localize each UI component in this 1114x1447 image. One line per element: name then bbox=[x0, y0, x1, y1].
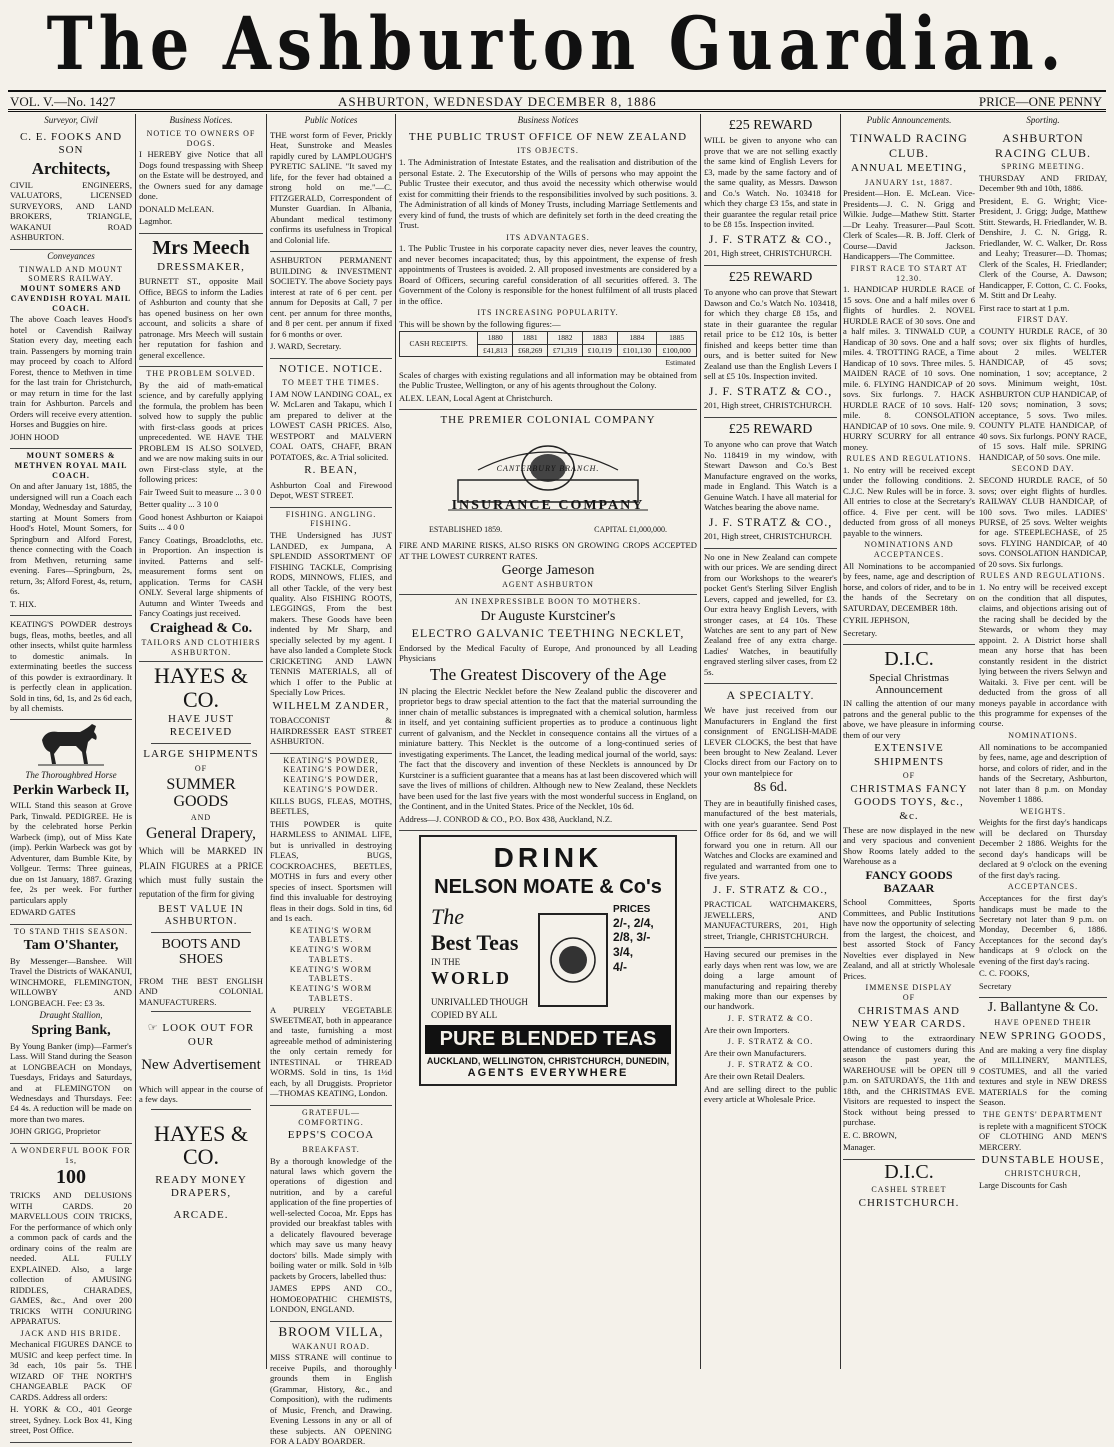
column-4-5 bbox=[399, 114, 697, 1369]
column-6 bbox=[704, 114, 837, 1369]
column-8 bbox=[979, 114, 1107, 1369]
problem-solved-ad: THE PROBLEM SOLVED. By the aid of math-ematical science, and by carefully applying the formula, the problem has been solved how to supply the public with first-class goods at prices unprecedented. WE HAVE THE PROBLEM IS ALSO SOLVED, and we are now making suits in our own First-class style, at the following prices: Fair Tweed Suit to measure ... 3 0 0 Better quality ... 3 10 0 Good honest Ashburton or Kaiapoi Suits ... 4 0 0 Fancy Coatings, Broadcloths, etc. in Proportion. An inspection is invited. Patterns and self-measurement forms sent on application. Terms for CASH ONLY. Several large shipments of Autumn and Winter Tweeds and Fancy Coatings just received. Craighead & Co. TAILORS AND CLOTHIERS ASHBURTON. bbox=[139, 367, 263, 662]
column-3 bbox=[270, 114, 392, 1447]
column-1: Surveyor, Civil C. E. FOOKS AND SON Architects, CIVIL ENGINEERS, VALUATORS, LICENSED SURVEYORS, AND LAND BROKERS, TRIANGLE, WAKANUI ROAD ASHBURTON. Conveyances TINWALD AND MOUNT SOMERS RAILWAY. MOUNT SOMERS AND CAVENDISH ROYAL MAIL COACH. The above Coach leaves Hood's hotel or Cavendish Railway Station every day, meeting each train. Passengers by morning train may proceed by coach to Alford Forest, thence to Methven in time for the last train for Christchurch, or may return in time for the last train for Ashburton. Parcels and Orders will receive every attention. Horses and Buggies on hire. JOHN HOOD MOUNT SOMERS & METHVEN ROYAL MAIL COACH. On and after January 1st, 1885, the undersigned will run a Coach each Monday, Wednesday and Saturday, starting at Mount Somers from Hood's Hotel, Mount Somers, for Springburn and Alford Forest, thence connecting with the Coach from Methven, returning same evening. Fares—Springburn, 2s, return, 3s; Alford Forest, 4s, return, 6s. T. HIX. KEATING'S POWDER destroys bugs, fleas, moths, beetles, and all other insects, whilst quite harmless to domestic animals. In exterminating beetles the success of this powder is extraordinary. It is perfectly clean in application. Sold in tins, 6d, 1s, and 2s 6d each, by all chemists. The Thoroughbred Horse Perkin Warbeck II, WILL Stand this season at Grove Park, Tinwald. PEDIGREE. He is by the celebrated horse Perkin Warbeck (imp), out of Miss Kate (imp). Perkin Warbeck was got by Adventurer, dam Bumble Kite, by Vollgeur. Terms: Three guineas, due on 1st January, 1887. Grazing fee, 2s per week. For further particulars apply EDWARD GATES TO STAND THIS SEASON. Tam O'Shanter, By Messenger—Banshee. Will Travel the Districts of WAKANUI, WINCHMORE, FLEMINGTON, WILLOWBY AND LONGBEACH. Fee: £3 3s. Draught Stallion, Spring Bank, By Young Banker (imp)—Farmer's Lass. Will Stand during the Season at LONGBEACH on Mondays, Tuesdays, Fridays and Saturdays, and at FLEMINGTON on Wednesdays and Thursdays. Fee: £4 4s. A reduction will be made on more than two mares. JOHN GRIGG, Proprietor A WONDERFUL BOOK FOR 1s, 100 TRICKS AND DELUSIONS WITH CARDS. 20 MARVELLOUS COIN TRICKS, For the performance of which only a common pack of cards and the ordinary coins of the realm are needed. ALL FULLY EXPLAINED. Also, a large collection of AMUSING RIDDLES, CHARADES, GAMES, &c., And over 200 TRICKS WITH CONJURING APPARATUS. JACK AND HIS BRIDE. Mechanical FIGURES DANCE to MUSIC and keep perfect time. In 3d each, 10s pair 5s. THE WIZARD OF THE NORTH'S CHANGEABLE PACK OF CARDS. Address all orders: H. YORK & CO., 401 George street, Sydney. Lock Box 41, King street, Post Office. bbox=[10, 114, 132, 1369]
section-heading: Surveyor, Civil bbox=[44, 115, 98, 125]
column-rule bbox=[266, 114, 267, 1369]
building-society-ad: ASHBURTON PERMANENT BUILDING & INVESTMENT SOCIETY. The above Society pays interest at rate of 6 per cent. per annum for Deposits at Call, 7 per cent. per annum for three months, and 8 per cent. per annum if fixed for 6 months or over. J. WARD, Secretary. bbox=[270, 252, 392, 358]
tea-chest-icon bbox=[533, 904, 613, 1016]
dic-address: D.I.C. CASHEL STREET CHRISTCHURCH. bbox=[858, 1160, 960, 1209]
stallion-ad: The Thoroughbred Horse Perkin Warbeck II, WILL Stand this season at Grove Park, Tinwald. PEDIGREE. He is by the celebrated horse Perkin Warbeck (imp), out of Miss Kate (imp). Perkin Warbeck was got by Adventurer, dam Bumble Kite, by Vollgeur. Terms: Three guineas, due on 1st January, 1887. Grazing fee, 2s per week. For further particulars apply EDWARD GATES bbox=[10, 720, 132, 924]
column-7 bbox=[843, 114, 975, 1369]
fooks-ad: C. E. FOOKS AND SON Architects, CIVIL ENGINEERS, VALUATORS, LICENSED SURVEYORS, AND LAND BROKERS, TRIANGLE, WAKANUI ROAD ASHBURTON. bbox=[10, 127, 132, 250]
tinwald-racing-ad: TINWALD RACING CLUB. ANNUAL MEETING, JANUARY 1st, 1887. President—Hon. E. McLean. Vice-Presidents—J. C. N. Grigg and Wilkie. Judge—Mathew Stitt. Starter—Dr Leahy. Treasurer—Paul Scott. Clerk of Scales—R. B. Joff. Clerk of Course—David Jackson. Handicappers—The Committee. FIRST RACE TO START AT 12.30. 1. HANDICAP HURDLE RACE of 15 sovs. One and a half miles over 6 flights of hurdles. 2. NOVEL HURDLE RACE of 30 sovs. One and a half miles. 3. TINWALD CUP, a Handicap of 30 sovs. One and a half miles. 4. TROTTING RACE, a Time Handicap of 10 sovs. Three miles. 5. MAIDEN RACE of 10 sovs. One mile. 6. FLYING HANDICAP of 20 sovs. Six furlongs. 7. HACK HURDLE RACE of 10 sovs. Half-mile. 8. CONSOLATION HANDICAP of 10 sovs. One mile. 9. HURRY SCURRY for all entrance money. RULES AND REGULATIONS. 1. No entry will be received except under the following conditions. 2. C.J.C. New Rules will be in force. 3. All entries to close at the Secretary's office. 4. Five per cent. will be deducted from gross of all moneys payable to the winners. NOMINATIONS AND ACCEPTANCES. All Nominations to be accompanied by fees, name, age and description of horse, and colors of rider, and to be in the hands of the Secretary on SATURDAY, DECEMBER 18th. CYRIL JEPHSON, Secretary. bbox=[843, 127, 975, 645]
column-rule bbox=[700, 114, 701, 1369]
watch-prices-ad: No one in New Zealand can compete with our prices. We are sending direct from our Workshops to the wearer's pocket Gent's Sterling Silver English Levers, capped and jewelled, for £3. Our extra heavy English Levers, with stronger cases, at £4 10s. These Watches are sent to any part of New Zealand free of any extra charge. Ladies' Watches, in beautifully engraved sterling silver cases, from £2 5s. bbox=[704, 549, 837, 685]
dog-owners-notice: NOTICE TO OWNERS OF DOGS. I HEREBY give Notice that all Dogs found trespassing with Sheep on the Estate will be destroyed, and the Owners sued for any damage done. DONALD McLEAN. Lagmhor. bbox=[139, 127, 263, 234]
coal-notice: NOTICE. NOTICE. TO MEET THE TIMES. I AM NOW LANDING COAL, ex W. McLaren and Takapu, which I am prepared to deliver at the LOWEST CASH PRICES. Also, WESTPORT and MALVERN COAL OATS, CHAFF, BRAN POTATOES, &c. A Trial solicited. R. BEAN, Ashburton Coal and Firewood Depot, WEST STREET. bbox=[270, 359, 392, 508]
section-heading: Public Announcements. bbox=[866, 115, 952, 125]
price: PRICE—ONE PENNY bbox=[978, 94, 1102, 109]
coach-ad: TINWALD AND MOUNT SOMERS RAILWAY. MOUNT SOMERS AND CAVENDISH ROYAL MAIL COACH. The above Coach leaves Hood's hotel or Cavendish Railway Station every day, meeting each train. Passengers by morning train may proceed by coach to Alford Forest, thence to Methven in time for the last train for Christchurch, or may return in time for the last train for Ashburton. Parcels and Orders will receive every attention. Horses and Buggies on hire. JOHN HOOD bbox=[10, 263, 132, 450]
dateline-bar bbox=[8, 90, 1106, 112]
section-heading: Public Notices bbox=[304, 115, 358, 125]
fever-ad: THE worst form of Fever, Prickly Heat, Sunstroke and Measles rapidly cured by LAMPLOUGH'S PYRETIC SALINE. "It saved my life, for the fever had obtained a strong hold on me."—C. FITZGERALD, Correspondent of Munster Guardian. In Albania, Abundant medical testimony confirms its usefulness in Tropical and Colonial life. bbox=[270, 127, 392, 252]
horse-engraving bbox=[10, 722, 132, 768]
volume-number: VOL. V.—No. 1427 bbox=[10, 94, 116, 109]
reward-ad-1: £25 REWARD WILL be given to anyone who can prove that we are not selling exactly the same kind of English Levers for £3, made by the same factory and of the same quality, as Messrs. Dawson and Co.'s Watch. No. 103418 for which they charge £3 15s, and state in their guarantee the regular retail price to be £8 15s. Inspection invited. J. F. STRATZ & CO., 201, High street, CHRISTCHURCH. bbox=[704, 114, 837, 266]
section-heading: Sporting. bbox=[1026, 115, 1060, 125]
receipts-table: CASH RECEIPTS. 1880 1881 1882 1883 1884 1885 £41,813 £68,269 £71,319 £10,119 £101,130 £100,000 Estimated bbox=[399, 331, 697, 367]
reward-ad-3: £25 REWARD To anyone who can prove that Watch No. 118419 in my window, with Stewart Dawson and Co.'s Best Manufacture engraved on the works, made in England. This Watch is a Genuine Watch. I have all material for Watches bearing the above name. J. F. STRATZ & CO., 201, High street, CHRISTCHURCH. bbox=[704, 418, 837, 549]
ballantyne-ad: J. Ballantyne & Co. HAVE OPENED THEIR NEW SPRING GOODS, And are making a very fine display of MILLINERY, MANTLES, COSTUMES, and all the varied textures and style in NEW DRESS MATERIALS for the coming Season. THE GENTS' DEPARTMENT is replete with a magnificent STOCK OF CLOTHING AND MEN'S MERCERY. DUNSTABLE HOUSE, CHRISTCHURCH, Large Discounts for Cash bbox=[979, 1000, 1108, 1191]
column-rule bbox=[135, 114, 136, 1369]
epps-cocoa-ad: GRATEFUL—COMFORTING. EPPS'S COCOA BREAKFAST. By a thorough knowledge of the natural laws which govern the operations of digestion and nutrition, and by a careful application of the fine properties of well-selected Cocoa, Mr. Epps has provided our breakfast tables with a delicately flavoured beverage which may save us many heavy doctors' bills. Made simply with boiling water or milk. Sold in ½lb packets by Grocers, labelled thus: JAMES EPPS AND CO., HOMOEOPATHIC CHEMISTS, LONDON, ENGLAND. bbox=[270, 1106, 392, 1322]
keating-powder-ad: KEATING'S POWDER, KEATING'S POWDER, KEATING'S POWDER, KEATING'S POWDER. KILLS BUGS, FLEAS, MOTHS, BEETLES, THIS POWDER is quite HARMLESS to ANIMAL LIFE, but is unrivalled in destroying FLEAS, BUGS, COCKROACHES, BEETLES, MOTHS in furs and every other species of insect. Sportsmen will find this invaluable for destroying fleas in their dogs. Sold in tins, 6d and 1s each. KEATING'S WORM TABLETS. KEATING'S WORM TABLETS. KEATING'S WORM TABLETS. KEATING'S WORM TABLETS. A PURELY VEGETABLE SWEETMEAT, both in appearance and taste, furnishing a most agreeable method of administering the only certain remedy for INTESTINAL or THREAD WORMS. Sold in tins, 1s 1½d each, by all Druggists. Proprietor—THOMAS KEATING, London. bbox=[270, 754, 392, 1106]
column-2 bbox=[139, 114, 263, 1369]
tea-ad: DRINK NELSON MOATE & Co's The Best Teas IN THE WORLD UNRIVALLED THOUGH COPIED BY ALL PRICES 2/-, 2/4, 2/8, 3/- 3/4, 4/- PURE BLENDED TEAS AUCKLAND, WELLINGTON, CHRISTCHURCH, DUNEDIN, AGENTS EVERYWHERE bbox=[419, 835, 677, 1086]
necklet-ad: AN INEXPRESSIBLE BOON TO MOTHERS. Dr Auguste Kurstciner's ELECTRO GALVANIC TEETHING NECKLET, Endorsed by the Medical Faculty of Europe, And pronounced by all Leading Physicians The Greatest Discovery of the Age IN placing the Electric Necklet before the New Zealand public the discoverer and proprietor begs to draw special attention to the fact that the material surrounding the inner chain of metallic substances is impregnated with a chemical solution, harmless in itself, and yet containing sufficient properties as to produce a continuous light current of galvanism, and the Necklet in consequence contains all the virtues of a miniature battery. This Necklet is the outcome of a long-continued series of investigating experiments. The Lancet, the leading medical journal of the world, says: The fact that the discovery and invention of these Necklets is announced by Dr Kurstciner is a sufficient guarantee that a means has at last been discovered which will save the lives of millions of children. Although new to New Zealand, these Necklets have been used for the last five years with the most wonderful success in England, on the Continent, and in the United States. Price of the Necklet, 10s 6d. Address—J. CONROD & CO., P.O. Box 438, Auckland, N.Z. bbox=[399, 595, 697, 831]
column-rule bbox=[395, 114, 396, 1369]
dic-christmas-ad: D.I.C. Special Christmas Announcement IN calling the attention of our many patrons and the general public to the above, we have pleasure in informing them of our very EXTENSIVE SHIPMENTS OF CHRISTMAS FANCY GOODS TOYS, &c., &c. These are now displayed in the new and very spacious and convenient Show Rooms lately added to the Warehouse as a FANCY GOODS BAZAAR School Committees, Sports Committees, and Public Institutions have now the opportunity of selecting from the largest, the choicest, and best assorted Stock of Fancy Novelties ever displayed in New Zealand, and all at strictly Wholesale Prices. IMMENSE DISPLAY OF CHRISTMAS AND NEW YEAR CARDS. Owing to the extraordinary attendance of customers during this season the past year, the WAREHOUSE will be OPEN till 9 p.m. on SATURDAYS, the 11th and 18th, and the CHRISTMAS EVE. Visitors are requested to inspect the Stock without being pressed to purchase. E. C. BROWN, Manager. bbox=[843, 645, 975, 1160]
masthead bbox=[0, 0, 1114, 90]
ashburton-racing-ad: ASHBURTON RACING CLUB. SPRING MEETING. THURSDAY AND FRIDAY, December 9th and 10th, 1886. President, E. G. Wright; Vice-President, J. Grigg; Judge, Matthew Stitt. Stewards, H. Friedlander, W. B. Denshire, J. C. N. Grigg, R. Friedlander, W. C. Walker, Dr. Ross and Leahy; Treasurer—D. Thomas; Clerk of the Scales, H. Friedlander; Clerk of the Course, A. Dawson; Handicapper, F. Cotton, C. C. Fooks, M. Stitt and Dr Leahy. First race to start at 1 p.m. FIRST DAY. COUNTY HURDLE RACE, of 30 sovs; over six flights of hurdles, about 2 miles. WELTER HANDICAP, of 45 sovs; nomination, 1 sov; acceptance, 2 sovs. Minimum weight, 10st. ASHBURTON CUP HANDICAP, of 120 sovs; nomination, 3 sovs; acceptance, 5 sovs. Two miles. COUNTY PLATE HANDICAP, of 40 sovs. Six furlongs. PONY RACE, of 15 sovs. Half mile. SPRING HANDICAP, of 50 sovs. One mile. SECOND DAY. SECOND HURDLE RACE, of 50 sovs; over eight flights of hurdles. RAILWAY CLUB HANDICAP, of 100 sovs. Two miles. LADIES' PURSE, of 25 sovs. Welter weights for age. STEEPLECHASE, of 25 sovs. FLYING HANDICAP, of 40 sovs. CONSOLATION HANDICAP, of 20 sovs. Six furlongs. RULES AND REGULATIONS. 1. No entry will be received except on the condition that all disputes, claims, and objections arising out of the racing shall be decided by the Stewards, or whom they may appoint. 2. A District horse shall mean any horse that has been constantly resident in the district lying between the rivers Selwyn and Waitaki. 3. Five per cent. will be deducted from the gross of all moneys payable in accordance with this programme for expenses of the course. NOMINATIONS. All nominations to be accompanied by fees, name, age and description of horse, and colors of rider, and in the hands of the Secretary, Ashburton, not later than 8 p.m. on Monday November 1 1886. WEIGHTS. Weights for the first day's handicaps will be declared on Thursday December 2 1886. Weights for the second day's handicaps will be declared at 9 o'clock on the evening of the first day's racing. ACCEPTANCES. Acceptances for the first day's handicaps must be made to the Secretary not later than 9 p.m. on Monday, December 6, 1886. Acceptances for the second day's handicaps at 9 o'clock on the evening of the first day's racing. C. C. FOOKS, Secretary bbox=[979, 127, 1107, 998]
section-heading: Business Notices bbox=[517, 115, 579, 125]
stratz-closing-ad: Having secured our premises in the early days when rent was low, we are doing a large amount of manufacturing and repairing thereby making more than our expenses by our handwork. J. F. STRATZ & CO. Are their own Importers. J. F. STRATZ & CO. Are their own Manufacturers. J. F. STRATZ & CO. Are their own Retail Dealers. And are selling direct to the public every article at Wholesale Price. bbox=[704, 949, 837, 1105]
insurance-ad: THE PREMIER COLONIAL COMPANY CANTERBURY BRANCH. INSURANCE COMPANY ESTABLISHED 1859. CAPITAL £1,000,000. FIRE AND MARINE RISKS, ALSO RISKS ON GROWING CROPS ACCEPTED AT THE LOWEST CURRENT RATES. George Jameson AGENT ASHBURTON bbox=[399, 410, 697, 595]
methven-coach-ad: MOUNT SOMERS & METHVEN ROYAL MAIL COACH. On and after January 1st, 1885, the undersigned will run a Coach each Monday, Wednesday and Saturday, starting at Mount Somers from Hood's Hotel, Mount Somers, for Springburn and Alford Forest, thence connecting with the Coach from Methven, returning same evening. Fares—Springburn, 2s, return, 3s; Alford Forest, 4s, return, 6s. T. HIX. bbox=[10, 449, 132, 616]
specialty-ad: A SPECIALTY. We have just received from our Manufacturers in England the first consignment of ENGLISH-MADE LEVER CLOCKS, the best that have been brought to New Zealand. Lever Clocks direct from our Factory on to your own mantelpiece for 8s 6d. They are in beautifully finished cases, manufactured of the best materials, with one year's guarantee. Send Post Office order for 8s 6d, and we will forward you one in return. All our Watches and Clocks are examined and regulated and warranted from one to five years. J. F. STRATZ & CO., PRACTICAL WATCHMAKERS, JEWELLERS, AND MANUFACTURERS, 201, High street, Triangle, CHRISTCHURCH. bbox=[704, 684, 837, 948]
column-rule bbox=[840, 114, 841, 1369]
public-trust-ad: THE PUBLIC TRUST OFFICE OF NEW ZEALAND ITS OBJECTS. 1. The Administration of Intestate Estates, and the realisation and distribution of the personal Estate. 2. The Executorship of the Wills of persons who may appoint the Public Trustee their executor, and thus avoid the necessity which otherwise would exist for committing their friends to the responsibilities involved by such positions. 3. The Administration of all kinds of Money Trusts, including Marriage Settlements and every kind of fund, the trusts of which are definitely set forth in the deed creating the Trust. ITS ADVANTAGES. 1. The Public Trustee in his corporate capacity never dies, never leaves the country, and never becomes incapacitated; thus, by this appointment, the expense of fresh appointments of Trustees is avoided. 2. All proposed investments are considered by a Board of Officers, securing careful consideration of all securities offered. 3. The Government of the Colony is responsible for the honest fulfilment of all trusts placed in the office. ITS INCREASING POPULARITY. This will be shown by the following figures:— CASH RECEIPTS. 1880 1881 1882 1883 1884 1885 £41,813 £68,269 £71,319 £10,119 £101,130 £100,000 Estimated Scales of charges with existing regulations and all information may be obtained from the Public Trustee, Wellington, or any of his agents throughout the Colony. ALEX. LEAN, Local Agent at Christchurch. bbox=[399, 127, 697, 410]
book-ad: A WONDERFUL BOOK FOR 1s, 100 TRICKS AND DELUSIONS WITH CARDS. 20 MARVELLOUS COIN TRICKS, For the performance of which only a common pack of cards and the ordinary coins of the realm are needed. ALL FULLY EXPLAINED. Also, a large collection of AMUSING RIDDLES, CHARADES, GAMES, &c., And over 200 TRICKS WITH CONJURING APPARATUS. JACK AND HIS BRIDE. Mechanical FIGURES DANCE to MUSIC and keep perfect time. In 3d each, 10s pair 5s. THE WIZARD OF THE NORTH'S CHANGEABLE PACK OF CARDS. Address all orders: H. YORK & CO., 401 George street, Sydney. Lock Box 41, King street, Post Office. bbox=[10, 1144, 132, 1443]
hayes-ad: HAYES & CO. HAVE JUST RECEIVED LARGE SHIPMENTS OF SUMMER GOODS AND General Drapery, Which will be MARKED IN PLAIN FIGURES at a PRICE which must fully sustain the reputation of the firm for giving BEST VALUE IN ASHBURTON. BOOTS AND SHOES FROM THE BEST ENGLISH AND COLONIAL MANUFACTURERS. ☞ LOOK OUT FOR OUR New Advertisement Which will appear in the course of a few days. HAYES & CO. READY MONEY DRAPERS, ARCADE. bbox=[139, 663, 263, 1221]
fishing-ad: FISHING. ANGLING. FISHING. THE Undersigned has JUST LANDED, ex Jumpana, A SPLENDID ASSORTMENT OF FISHING TACKLE, Comprising RODS, MINNOWS, FLIES, and all other Tackle, of the very best quality. Also FISHING ROOTS, LEGGINGS, From the best makers. These Goods have been indented by Mr Sharp, and specially selected by my agent. I have also landed a Complete Stock CRICKETING AND LAWN TENNIS MATERIALS, all of which I offer to the Public at Specially Low Prices. WILHELM ZANDER, TOBACCONIST & HAIRDRESSER EAST STREET ASHBURTON. bbox=[270, 508, 392, 754]
newspaper-title: The Ashburton Guardian. bbox=[46, 0, 1068, 87]
meech-ad: Mrs Meech DRESSMAKER, BURNETT ST., opposite Mail Office, BEGS to inform the Ladies of Ashburton and county that she has opened business on her own account, and solicits a share of patronage. Mrs Meech will sustain her reputation for fashion and general excellence. bbox=[139, 234, 263, 367]
place-date: ASHBURTON, WEDNESDAY DECEMBER 8, 1886 bbox=[338, 94, 657, 109]
keatings-ad: KEATING'S POWDER destroys bugs, fleas, moths, beetles, and all other insects, whilst quite harmless to domestic animals. In exterminating beetles the success of this powder is extraordinary. It is perfectly clean in application. Sold in tins, 6d, 1s, and 2s 6d each, by all chemists. bbox=[10, 616, 132, 720]
section-heading: Business Notices. bbox=[169, 115, 233, 125]
tam-oshanter-ad: TO STAND THIS SEASON. Tam O'Shanter, By Messenger—Banshee. Will Travel the Districts of WAKANUI, WINCHMORE, FLEMINGTON, WILLOWBY AND LONGBEACH. Fee: £3 3s. Draught Stallion, Spring Bank, By Young Banker (imp)—Farmer's Lass. Will Stand during the Season at LONGBEACH on Mondays, Tuesdays, Fridays and Saturdays, and at FLEMINGTON on Wednesdays and Thursdays. Fee: £4 4s. A reduction will be made on more than two mares. JOHN GRIGG, Proprietor bbox=[10, 925, 132, 1144]
broom-villa-ad: BROOM VILLA, WAKANUI ROAD. MISS STRANE will continue to receive Pupils, and thoroughly grounds them in English (Grammar, History, &c., and Composition), with the rudiments of Music, French, and Drawing. Evening Lessons in any or all of these subjects. AN OPENING FOR A LADY BOARDER. bbox=[270, 1323, 392, 1447]
reward-ad-2: £25 REWARD To anyone who can prove that Stewart Dawson and Co.'s Watch No. 103418, for which they charge £8 15s, and state in their guarantee the regular retail price to be £12 10s, is better finished and keeps better time than ours, and is better suited for New Zealand use than the English Levers I sell at £5 10s. Inspection invited. J. F. STRATZ & CO., 201, High street, CHRISTCHURCH. bbox=[704, 266, 837, 418]
